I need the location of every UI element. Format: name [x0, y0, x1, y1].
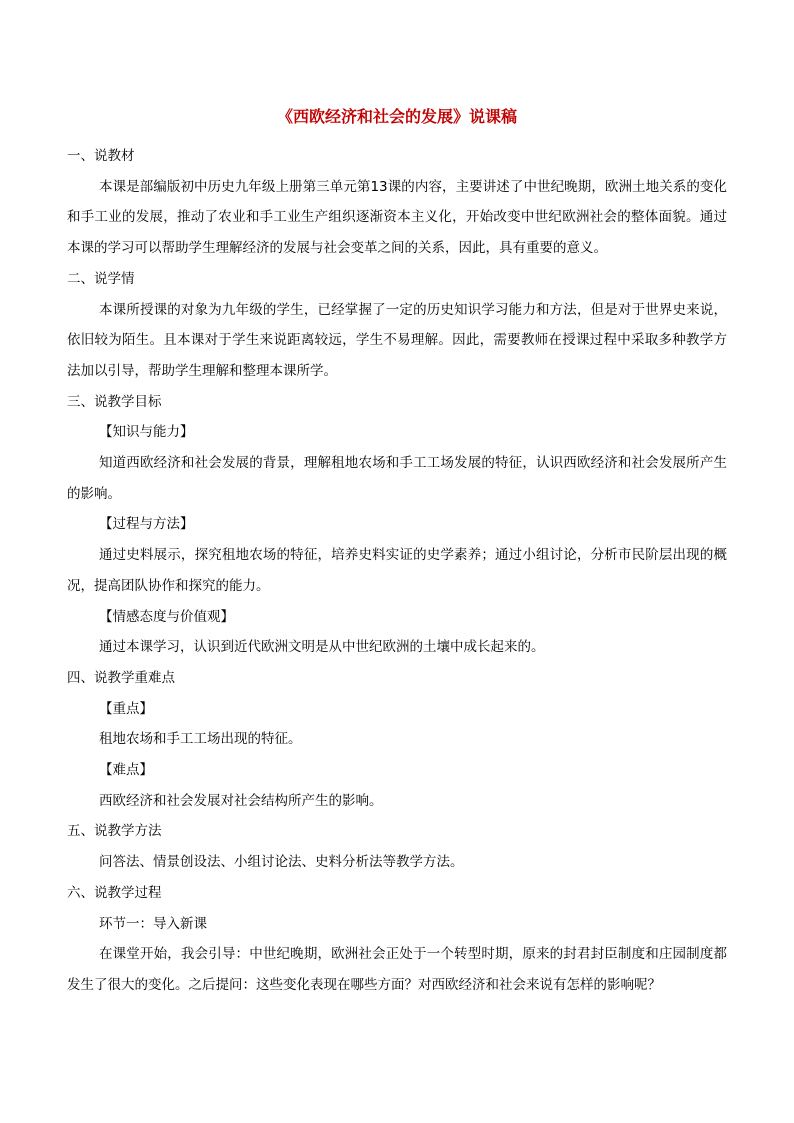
section-heading-key-points: 四、说教学重难点 — [67, 669, 175, 686]
paragraph-focus: 租地农场和手工工场出现的特征。 — [99, 731, 302, 748]
subheading-difficulty: 【难点】 — [99, 762, 153, 779]
section-heading-textbook: 一、说教材 — [67, 148, 135, 164]
paragraph-students: 本课所授课的对象为九年级的学生，已经掌握了一定的历史知识学习能力和方法，但是对于世界史来说，依旧较为陌生。且本课对于学生来说距离较远，学生不易理解。因此，需要教师在授课过程中采取多种教学方法加以引导，帮助学生理解和整理本课所学。 — [67, 301, 727, 379]
document-body — [67, 141, 727, 1001]
paragraph-difficulty: 西欧经济和社会发展对社会结构所产生的影响。 — [99, 792, 383, 809]
subheading-knowledge: 【知识与能力】 — [99, 424, 194, 441]
subheading-focus: 【重点】 — [99, 700, 153, 717]
paragraph-values: 通过本课学习，认识到近代欧洲文明是从中世纪欧洲的土壤中成长起来的。 — [99, 639, 545, 656]
subheading-process: 【过程与方法】 — [99, 516, 194, 533]
section-heading-process-teaching: 六、说教学过程 — [67, 884, 162, 901]
paragraph-textbook: 本课是部编版初中历史九年级上册第三单元第13课的内容，主要讲述了中世纪晚期，欧洲土地关系的变化和手工业的发展，推动了农业和手工业生产组织逐渐资本主义化，开始改变中世纪欧洲社会的整体面貌。通过本课的学习可以帮助学生理解经济的发展与社会变革之间的关系，因此，具有重要的意义。 — [67, 178, 727, 257]
paragraph-methods: 问答法、情景创设法、小组讨论法、史料分析法等教学方法。 — [99, 854, 464, 871]
section-heading-goals: 三、说教学目标 — [67, 393, 162, 410]
subheading-values: 【情感态度与价值观】 — [99, 608, 234, 625]
paragraph-knowledge: 知道西欧经济和社会发展的背景，理解租地农场和手工工场发展的特征，认识西欧经济和社会发展所产生的影响。 — [67, 455, 727, 502]
document-title: 《西欧经济和社会的发展》说课稿 — [276, 107, 517, 126]
section-heading-students: 二、说学情 — [67, 270, 135, 287]
subheading-step-one: 环节一：导入新课 — [99, 915, 207, 932]
paragraph-process: 通过史料展示，探究租地农场的特征，培养史料实证的史学素养；通过小组讨论，分析市民阶层出现的概况，提高团队协作和探究的能力。 — [67, 547, 727, 594]
section-heading-methods: 五、说教学方法 — [67, 823, 162, 840]
paragraph-step-one: 在课堂开始，我会引导：中世纪晚期，欧洲社会正处于一个转型时期，原来的封君封臣制度和庄园制度都发生了很大的变化。之后提问：这些变化表现在哪些方面？对西欧经济和社会来说有怎样的影响呢？ — [67, 946, 727, 993]
